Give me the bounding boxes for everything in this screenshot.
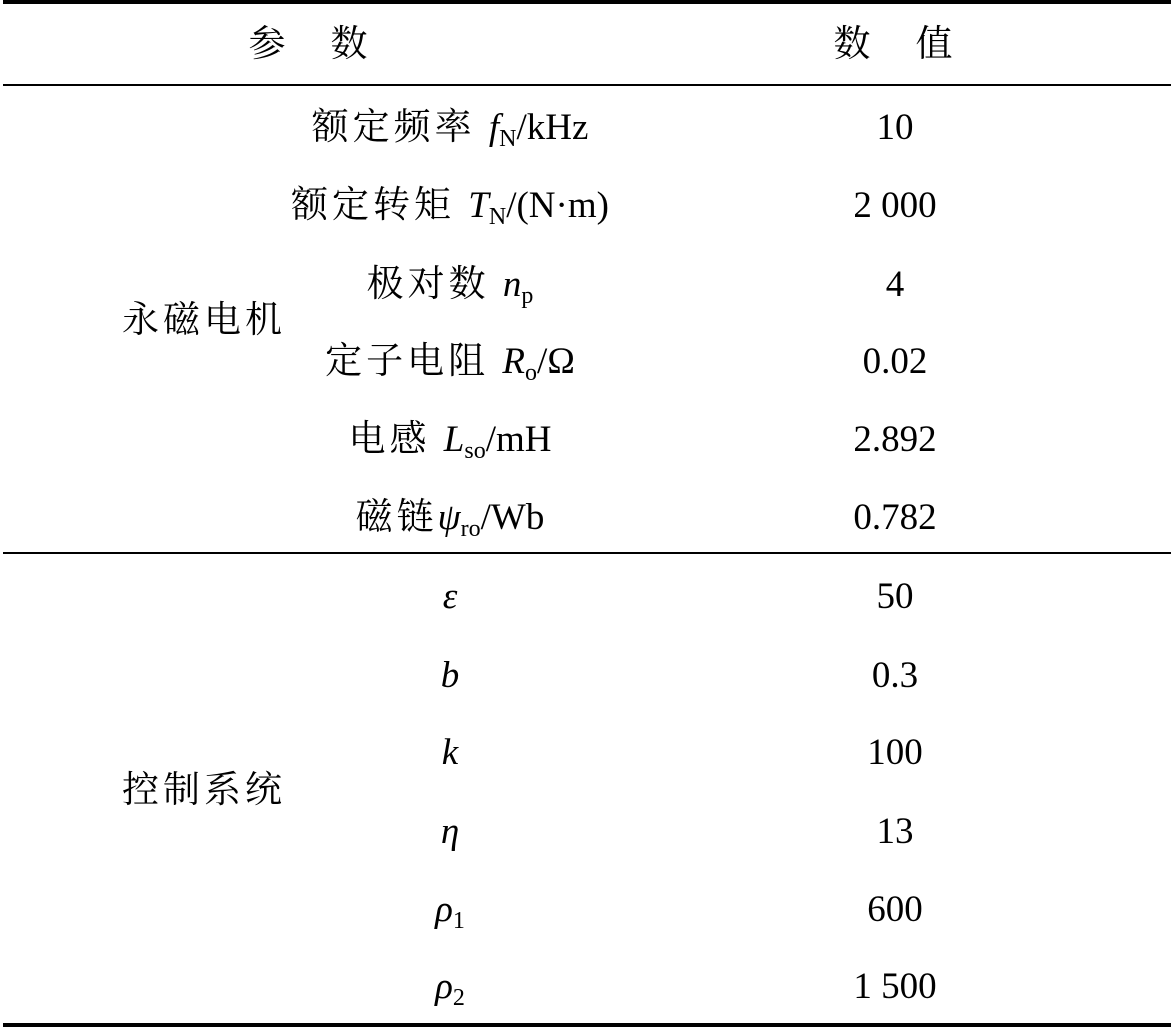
param-pole-pairs — [366, 264, 534, 309]
param-subscript: N — [488, 204, 507, 230]
param-rho-1 — [435, 889, 465, 934]
param-symbol: L — [443, 419, 465, 460]
value-pole-pairs: 4 — [885, 264, 905, 305]
param-symbol: T — [468, 185, 489, 226]
param-symbol: R — [502, 341, 526, 382]
value-epsilon: 50 — [876, 576, 914, 617]
param-label: 磁链 — [355, 497, 438, 538]
param-symbol: b — [440, 655, 460, 696]
param-subscript: p — [521, 283, 534, 309]
bottom-rule — [3, 1023, 1171, 1027]
group-label-control-system: 控制系统 — [122, 770, 286, 811]
param-label: 额定频率 — [311, 107, 489, 148]
value-rated-torque: 2 000 — [853, 185, 937, 226]
header-parameter: 参 数 — [248, 24, 372, 65]
param-symbol: η — [440, 811, 460, 852]
param-epsilon — [443, 577, 458, 617]
param-symbol: ρ — [435, 966, 453, 1007]
param-subscript: o — [525, 360, 538, 386]
param-unit: /Wb — [480, 497, 545, 538]
param-symbol: ε — [442, 576, 458, 617]
param-symbol: k — [441, 732, 459, 773]
value-eta: 13 — [876, 811, 914, 852]
value-rated-frequency: 10 — [876, 107, 914, 148]
param-b — [441, 656, 460, 696]
param-symbol: f — [488, 107, 500, 148]
param-symbol: n — [502, 264, 522, 305]
param-symbol: ψ — [437, 497, 461, 538]
value-inductance: 2.892 — [853, 419, 937, 460]
param-unit: /kHz — [516, 107, 589, 148]
value-flux-linkage: 0.782 — [853, 497, 937, 538]
param-subscript: ro — [460, 516, 481, 542]
param-subscript: N — [499, 126, 517, 152]
param-unit: /mH — [485, 419, 552, 460]
param-stator-resistance — [325, 341, 575, 386]
param-subscript: 2 — [452, 985, 465, 1011]
header-value: 数 值 — [833, 24, 957, 65]
param-unit: /Ω — [537, 341, 575, 382]
param-unit: /(N·m) — [506, 185, 609, 226]
param-symbol: ρ — [435, 889, 453, 930]
param-eta — [441, 812, 459, 852]
param-label: 电感 — [348, 419, 444, 460]
param-flux-linkage — [355, 497, 545, 542]
param-inductance — [348, 419, 552, 464]
param-k — [442, 733, 458, 773]
param-subscript: so — [464, 438, 486, 464]
header-rule — [3, 84, 1171, 86]
param-rated-frequency — [311, 107, 589, 152]
param-label: 极对数 — [366, 264, 503, 305]
param-label: 额定转矩 — [291, 185, 469, 226]
param-subscript: 1 — [452, 908, 465, 934]
value-stator-resistance: 0.02 — [862, 341, 928, 382]
param-rated-torque — [291, 185, 609, 230]
value-k: 100 — [867, 732, 923, 773]
value-rho-1: 600 — [867, 889, 923, 930]
value-rho-2: 1 500 — [853, 966, 937, 1007]
group-divider-rule — [3, 552, 1171, 554]
param-rho-2 — [435, 966, 465, 1011]
top-rule — [3, 0, 1171, 4]
group-label-pm-motor: 永磁电机 — [122, 300, 286, 341]
param-label: 定子电阻 — [325, 341, 503, 382]
value-b: 0.3 — [871, 655, 919, 696]
